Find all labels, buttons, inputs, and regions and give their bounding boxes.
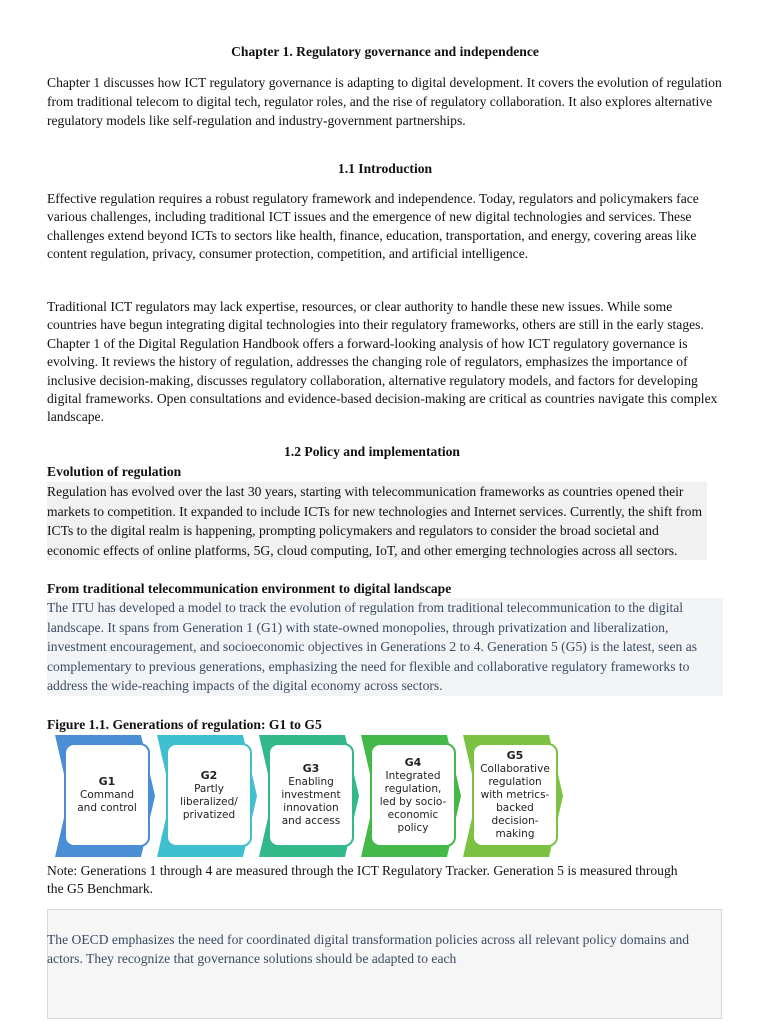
generation-label-g3: G3 <box>302 762 320 775</box>
chapter-title: Chapter 1. Regulatory governance and independence <box>231 44 539 59</box>
generation-text-g4: Integrated regulation, led by socio-economic policy <box>379 769 447 834</box>
evolution-heading: Evolution of regulation <box>47 464 182 479</box>
evolution-paragraph: Regulation has evolved over the last 30 years, starting with telecommunication frameworks as countries opened their markets to competition. It expanded to include ICTs for new technologies and Internet services. Currently, the shift from ICTs to the digital realm is happening, prompting policymakers and regulators to consider the broad societal and economic effects of online platforms, 5G, cloud computing, IoT, and other emerging technologies across all sectors. <box>47 482 707 560</box>
oecd-callout-box <box>47 909 722 1019</box>
intro-paragraph-1: Effective regulation requires a robust regulatory framework and independence. Today, regulators and policymakers face various challenges, including traditional ICT issues and the emergence of new digital technologies and services. These challenges extend beyond ICTs to sectors like health, finance, education, transportation, and energy, covering areas like content regulation, privacy, consumer protection, competition, and artificial intelligence. <box>47 191 699 262</box>
intro-paragraph-2: Traditional ICT regulators may lack expertise, resources, or clear authority to handle these new issues. While some countries have begun integrating digital technologies into their regulatory frameworks, others are still in the early stages. Chapter 1 of the Digital Regulation Handbook offers a forward-looking analysis of how ICT regulatory governance is evolving. It reviews the history of regulation, addresses the changing role of regulators, emphasizes the importance of inclusive decision-making, discusses regulatory collaboration, alternative regulatory models, and factors for developing digital frameworks. Open consultations and evidence-based decision-making are critical as countries navigate this complex landscape. <box>47 299 718 425</box>
generation-text-g5: Collaborative regulation with metrics-backed decision-making <box>480 763 550 840</box>
chapter-intro: Chapter 1 discusses how ICT regulatory governance is adapting to digital development. It covers the evolution of regulation from traditional telecom to digital tech, regulator roles, and the rise of regulatory collaboration. It also explores alternative regulatory models like self-regulation and industry-government partnerships. <box>47 75 722 129</box>
generations-figure <box>55 735 575 857</box>
intro-heading: 1.1 Introduction <box>337 161 433 176</box>
generation-label-g1: G1 <box>98 775 116 788</box>
generation-label-g5: G5 <box>506 749 524 762</box>
traditional-paragraph: The ITU has developed a model to track the evolution of regulation from traditional telecommunication to the digital landscape. It spans from Generation 1 (G1) with state-owned monopolies, through privatization and liberalization, investment encouragement, and socioeconomic objectives in Generations 2 to 4. Generation 5 (G5) is the latest, seen as complementary to previous generations, emphasizing the need for flexible and collaborative regulatory frameworks to address the wide-reaching impacts of the digital economy across sectors. <box>47 598 723 696</box>
figure-note: Note: Generations 1 through 4 are measured through the ICT Regulatory Tracker. Generation 5 is measured through the G5 Benchmark. <box>47 863 678 897</box>
policy-heading: 1.2 Policy and implementation <box>284 444 460 459</box>
generation-label-g2: G2 <box>200 768 218 782</box>
generation-text-g1: Command and control <box>77 789 137 814</box>
generation-label-g4: G4 <box>404 755 422 769</box>
figure-caption: Figure 1.1. Generations of regulation: G1 to G5 <box>47 717 322 732</box>
traditional-heading: From traditional telecommunication environment to digital landscape <box>47 581 452 596</box>
oecd-callout-text: The OECD emphasizes the need for coordinated digital transformation policies across all relevant policy domains and actors. They recognize that governance solutions should be adapted to each <box>47 932 690 966</box>
generation-text-g2: Partly liberalized/ privatized <box>180 782 238 821</box>
generation-text-g3: Enabling investment innovation and access <box>281 776 341 827</box>
